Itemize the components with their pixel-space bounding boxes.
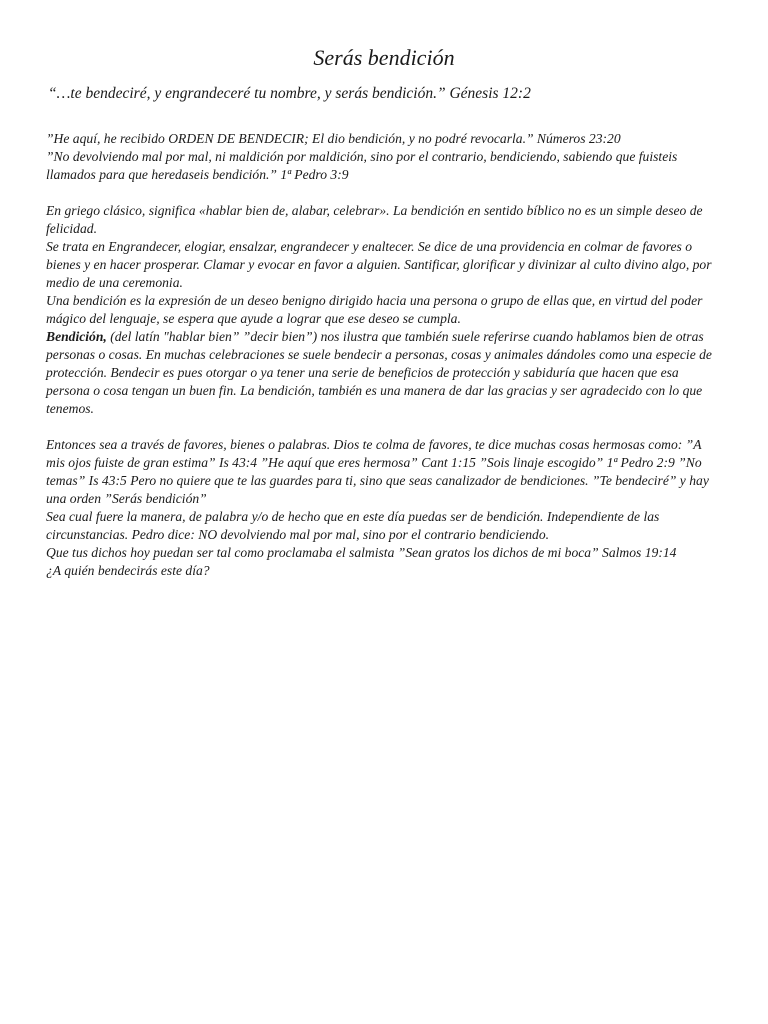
definition-paragraph: Una bendición es la expresión de un deseo benigno dirigido hacia una persona o grupo de ellas que, en virtud del poder mágico del lenguaje, se espera que ayude a lograr que ese deseo se cumpla. <box>46 293 703 326</box>
latin-paragraph <box>46 328 722 418</box>
closing-paragraph: Sea cual fuere la manera, de palabra y/o de hecho que en este día puedas ser de bendición. Independiente de las circunstancias. Pedro dice: NO devolviendo mal por mal, sino por el contrario bendiciendo. <box>46 509 660 542</box>
definition-paragraph: Se trata en Engrandecer, elogiar, ensalzar, engrandecer y enaltecer. Se dice de una providencia en colmar de favores o bienes y en hacer prosperar. Clamar y evocar en favor a alguien. Santificar, glorificar y divinizar al culto divino algo, por medio de una ceremonia. <box>46 239 712 290</box>
paragraph-spacer <box>46 184 722 202</box>
paragraph-spacer <box>46 418 722 436</box>
epigraph: “…te bendeciré, y engrandeceré tu nombre, y serás bendición.” Génesis 12:2 <box>48 85 531 102</box>
latin-explanation: (del latín "hablar bien” ”decir bien”) nos ilustra que también suele referirse cuando hablamos bien de otras personas o cosas. En muchas celebraciones se suele bendecir a personas, cosas y animales dándoles como una especie de protección. Bendecir es pues otorgar o ya tener una serie de beneficios de protección y sabiduría que hacen que esa persona o cosa tengan un buen fin. La bendición, también es una manera de dar las gracias y ser agradecido con lo que tenemos. <box>46 329 712 416</box>
page-title: Serás bendición <box>313 45 455 70</box>
bold-term: Bendición, <box>46 329 107 344</box>
definition-paragraph: En griego clásico, significa «hablar bien de, alabar, celebrar». La bendición en sentido bíblico no es un simple deseo de felicidad. <box>46 203 703 236</box>
closing-paragraph: Entonces sea a través de favores, bienes o palabras. Dios te colma de favores, te dice muchas cosas hermosas como: ”A mis ojos fuiste de gran estima” Is 43:4 ”He aquí que eres hermosa” Cant 1:15 ”Sois linaje escogido” 1ª Pedro 2:9 ”No temas” Is 43:5 Pero no quiere que te las guardes para ti, sino que seas canalizador de bendiciones. ”Te bendeciré” y hay una orden ”Serás bendición” <box>46 437 709 506</box>
document-body <box>46 130 722 580</box>
closing-paragraph: Que tus dichos hoy puedan ser tal como proclamaba el salmista ”Sean gratos los dichos de mi boca” Salmos 19:14 <box>46 545 677 560</box>
closing-question: ¿A quién bendecirás este día? <box>46 563 210 578</box>
quote-paragraph: ”No devolviendo mal por mal, ni maldición por maldición, sino por el contrario, bendiciendo, sabiendo que fuisteis llamados para que heredaseis bendición.” 1ª Pedro 3:9 <box>46 149 678 182</box>
quote-paragraph: ”He aquí, he recibido ORDEN DE BENDECIR; El dio bendición, y no podré revocarla.” Números 23:20 <box>46 131 621 146</box>
